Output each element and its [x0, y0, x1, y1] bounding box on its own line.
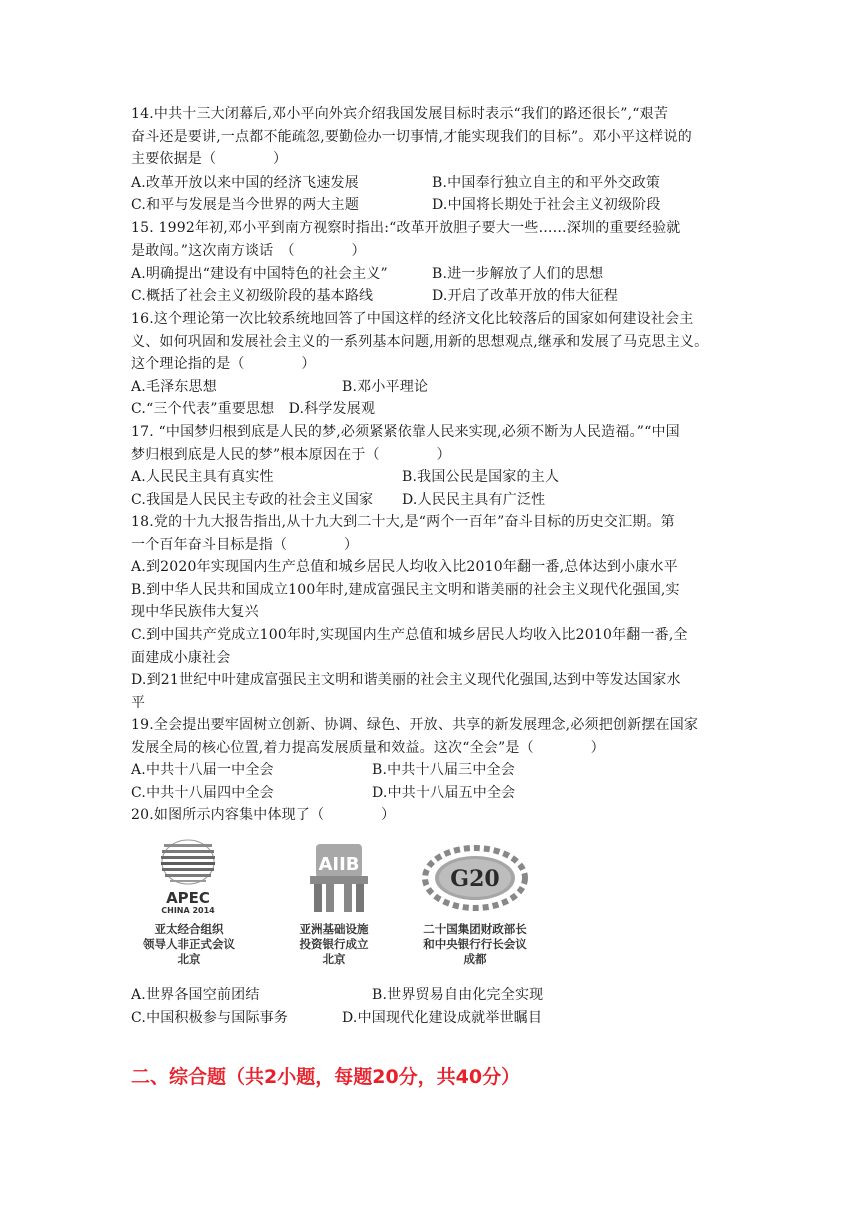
section-heading-comprehensive: 二、综合题（共2小题，每题20分，共40分）: [131, 1066, 521, 1088]
q19-option-b: B.中共十八届三中全会: [372, 762, 515, 778]
aiib-caption-line1: 亚洲基础设施: [299, 922, 369, 936]
q15-option-b: B.进一步解放了人们的思想: [432, 266, 604, 282]
q20-option-a: A.世界各国空前团结: [131, 987, 260, 1003]
q18-option-d-line1: D.到21世纪中叶建成富强民主文明和谐美丽的社会主义现代化强国,达到中等发达国家水: [131, 672, 681, 688]
g20-logo-text: G20: [450, 866, 500, 892]
q16-option-c-d: C.“三个代表”重要思想 D.科学发展观: [131, 401, 376, 417]
q19-stem-line1: 19.全会提出要牢固树立创新、协调、绿色、开放、共享的新发展理念,必须把创新摆在国家: [131, 717, 699, 733]
q16-stem-line2: 义、如何巩固和发展社会主义的一系列基本问题,用新的思想观点,继承和发展了马克思主义。: [131, 334, 709, 350]
q17-option-c: C.我国是人民民主专政的社会主义国家: [131, 492, 374, 508]
g20-caption-line2: 和中央银行行长会议: [423, 937, 527, 951]
q15-option-c: C.概括了社会主义初级阶段的基本路线: [131, 288, 374, 304]
aiib-caption-line2: 投资银行成立: [299, 937, 369, 951]
q14-stem-line1: 14.中共十三大闭幕后,邓小平向外宾介绍我国发展目标时表示“我们的路还很长”,“艰苦: [131, 106, 669, 122]
q18-option-a: A.到2020年实现国内生产总值和城乡居民人均收入比2010年翻一番,总体达到小康水平: [131, 559, 678, 575]
apec-caption-line3: 北京: [177, 952, 201, 966]
apec-caption-line1: 亚太经合组织: [154, 922, 224, 936]
q14-stem-line2: 奋斗还是要讲,一点都不能疏忽,要勤俭办一切事情,才能实现我们的目标”。邓小平这样说的: [131, 129, 692, 145]
q19-stem-line2: 发展全局的核心位置,着力提高发展质量和效益。这次“全会”是（ ）: [131, 740, 605, 756]
q16-option-b: B.邓小平理论: [342, 379, 429, 395]
g20-emblem-icon: [421, 845, 529, 911]
q18-stem-line1: 18.党的十九大报告指出,从十九大到二十大,是“两个一百年”奋斗目标的历史交汇期。第: [131, 514, 675, 530]
aiib-logo: [304, 840, 374, 916]
g20-caption: [405, 922, 545, 967]
q17-option-b: B.我国公民是国家的主人: [402, 469, 560, 485]
q18-stem-line2: 一个百年奋斗目标是指（ ）: [131, 537, 359, 553]
g20-logo: [421, 845, 529, 911]
q19-option-d: D.中共十八届五中全会: [372, 785, 516, 801]
q17-option-d: D.人民民主具有广泛性: [402, 492, 546, 508]
q16-stem-line3: 这个理论指的是（ ）: [131, 356, 316, 372]
q18-option-c-line2: 面建成小康社会: [131, 650, 231, 666]
q14-option-d: D.中国将长期处于社会主义初级阶段: [432, 197, 661, 213]
g20-caption-line1: 二十国集团财政部长: [423, 922, 527, 936]
q19-option-c: C.中共十八届四中全会: [131, 785, 274, 801]
apec-logo: [148, 838, 228, 918]
q14-option-c: C.和平与发展是当今世界的两大主题: [131, 197, 360, 213]
g20-caption-line3: 成都: [463, 952, 487, 966]
q20-option-b: B.世界贸易自由化完全实现: [372, 987, 544, 1003]
q19-option-a: A.中共十八届一中全会: [131, 762, 274, 778]
q14-stem-line3: 主要依据是（ ）: [131, 151, 288, 167]
aiib-logo-text: AIIB: [318, 854, 360, 875]
q14-option-a: A.改革开放以来中国的经济飞速发展: [131, 175, 359, 191]
apec-emblem-icon: [148, 838, 228, 886]
aiib-caption-line3: 北京: [322, 952, 346, 966]
q18-option-c-line1: C.到中国共产党成立100年时,实现国内生产总值和城乡居民人均收入比2010年翻一番,全: [131, 627, 688, 643]
q17-stem-line2: 梦归根到底是人民的梦”根本原因在于（ ）: [131, 447, 451, 463]
aiib-caption: [264, 922, 404, 967]
q18-option-d-line2: 平: [131, 695, 146, 711]
q15-option-a: A.明确提出“建设有中国特色的社会主义”: [131, 266, 388, 282]
q17-option-a: A.人民民主具有真实性: [131, 469, 274, 485]
q20-option-d: D.中国现代化建设成就举世瞩目: [342, 1010, 543, 1026]
q16-stem-line1: 16.这个理论第一次比较系统地回答了中国这样的经济文化比较落后的国家如何建设社会主: [131, 311, 694, 327]
q15-stem-line1: 15. 1992年初,邓小平到南方视察时指出:“改革开放胆子要大一些……深圳的重要经验就: [131, 220, 681, 236]
q14-option-b: B.中国奉行独立自主的和平外交政策: [432, 175, 661, 191]
apec-caption: [119, 922, 259, 967]
q17-stem-line1: 17. “中国梦归根到底是人民的梦,必须紧紧依靠人民来实现,必须不断为人民造福。”“中国: [131, 424, 680, 440]
q15-stem-line2: 是敢闯。”这次南方谈话 （ ）: [131, 243, 366, 259]
q16-option-a: A.毛泽东思想: [131, 379, 217, 395]
q20-option-c: C.中国积极参与国际事务: [131, 1010, 289, 1026]
apec-caption-line2: 领导人非正式会议: [143, 937, 235, 951]
apec-logo-subtext: CHINA 2014: [161, 906, 215, 915]
q18-option-b-line1: B.到中华人民共和国成立100年时,建成富强民主文明和谐美丽的社会主义现代化强国,实: [131, 582, 680, 598]
q15-option-d: D.开启了改革开放的伟大征程: [432, 288, 618, 304]
q20-stem: 20.如图所示内容集中体现了（ ）: [131, 807, 396, 823]
aiib-emblem-icon: [304, 840, 374, 916]
q18-option-b-line2: 现中华民族伟大复兴: [131, 604, 259, 620]
apec-logo-text: APEC: [166, 889, 210, 907]
